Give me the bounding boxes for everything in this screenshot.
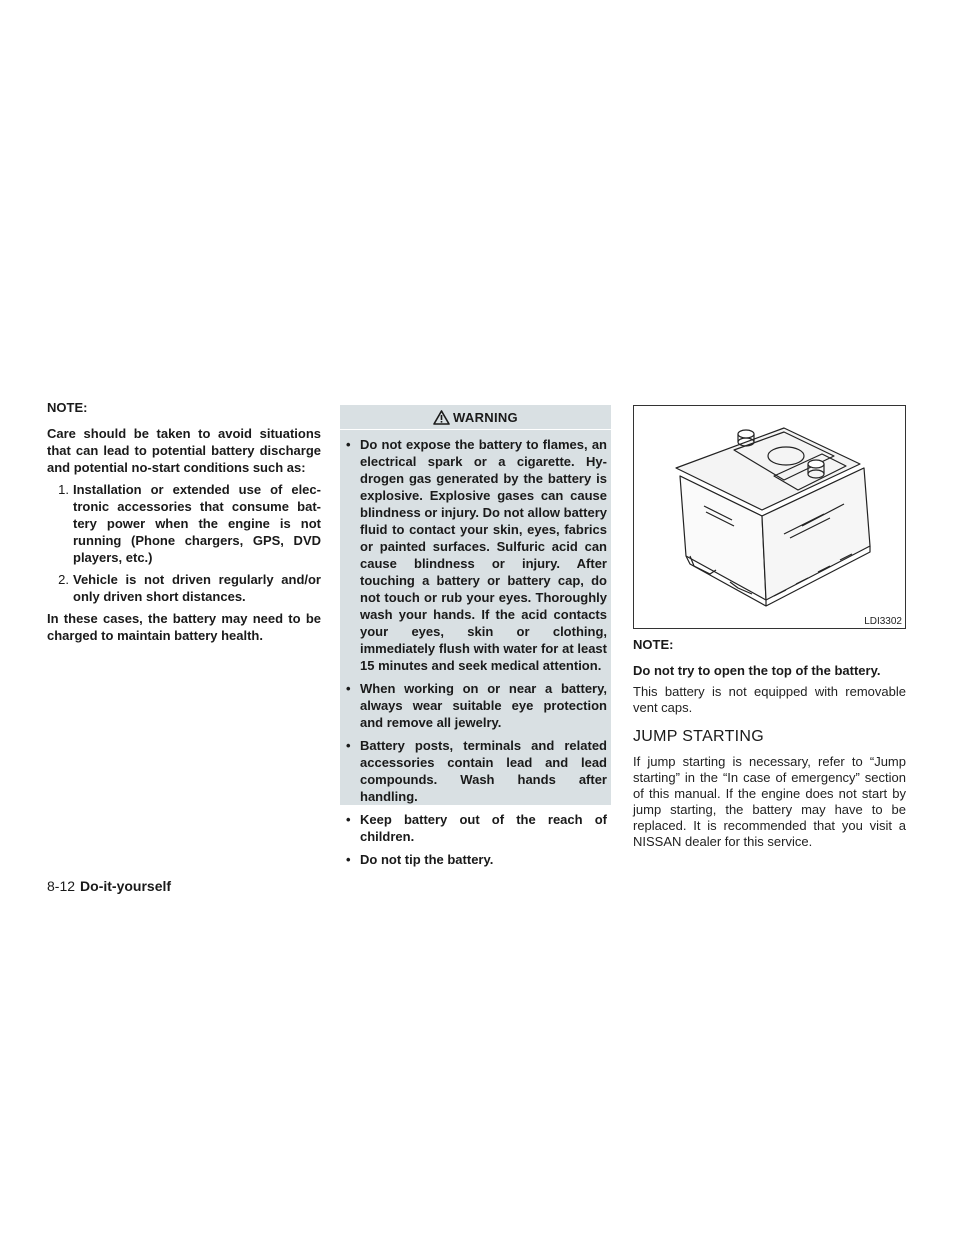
list-text: Installation or extended use of electronic accessories that consume battery power when the engine is not running (Phone chargers, GPS, DVD players, etc.) (73, 482, 321, 565)
list-number: 1. (58, 482, 69, 497)
warning-bullet-text: Keep battery out of the reach of children. (360, 812, 607, 844)
intro-paragraph: Care should be taken to avoid situations that can lead to potential battery discharge and potential no-start conditions such as: (47, 426, 321, 475)
list-item (47, 571, 321, 605)
section-title: JUMP STARTING (633, 728, 765, 745)
jump-text: If jump starting is necessary, refer to “Jump starting” in the “In case of emergency” section of this manual. If the engine does not start by jump starting, the battery may have to be replaced. It is recommended that you visit a NISSAN dealer for this service. (633, 754, 906, 849)
warning-bullet: • Battery posts, terminals and related accessories contain lead and lead compounds. Wash hands after handling. (346, 738, 607, 804)
warning-bullet-text: Battery posts, terminals and related accessories contain lead and lead compounds. Wash hands after handling. (360, 738, 607, 804)
warning-bullet-text: Do not expose the battery to flames, an electrical spark or a cigarette. Hydrogen gas generated by the battery is explosive. Explosive gases can cause blindness or injury. Do not allow battery fluid to contact your skin, eyes, fabrics or painted surfaces. Sulfuric acid can cause blindness or injury. After touching a battery or battery cap, do not touch or rub your eyes. Thoroughly wash your hands. If the acid contacts your eyes, skin or clothing, immediately flush with water for at least 15 minutes and seek medical attention. (360, 437, 607, 673)
warning-bullet-text: When working on or near a battery, always wear suitable eye protection and remove all jewelry. (360, 681, 607, 730)
closing-paragraph: In these cases, the battery may need to be charged to maintain battery health. (47, 611, 321, 643)
list-item (47, 481, 321, 566)
warning-box (340, 405, 611, 867)
battery-figure (633, 405, 906, 629)
list-text: Vehicle is not driven regularly and/or only driven short distances. (73, 572, 321, 604)
list-number: 2. (58, 572, 69, 587)
warning-bullet: • Do not expose the battery to flames, an electrical spark or a cigarette. Hydrogen gas generated by the battery is explosive. Explosive gases can cause blindness or injury. Do not allow battery fluid to contact your skin, eyes, fabrics or painted surfaces. Sulfuric acid can cause blindness or injury. After touching a battery or battery cap, do not touch or rub your eyes. Thoroughly wash your hands. If the acid contacts your eyes, skin or clothing, immediately flush with water for at least 15 minutes and seek medical attention. (346, 437, 607, 673)
left-column (47, 400, 321, 649)
section-name: Do-it-yourself (80, 878, 172, 894)
warning-header (340, 405, 611, 430)
note-bold: Do not try to open the top of the battery. (633, 663, 881, 678)
warning-bullet: • When working on or near a battery, always wear suitable eye protection and remove all jewelry. (346, 681, 607, 730)
note-text: This battery is not equipped with removable vent caps. (633, 684, 906, 715)
note-label: NOTE: (47, 400, 88, 415)
warning-bullet-text: Do not tip the battery. (360, 852, 494, 867)
note-label-2: NOTE: (633, 637, 674, 652)
warning-bullet: • Keep battery out of the reach of children. (346, 812, 607, 844)
figure-code: LDI3302 (864, 616, 902, 627)
warning-column (340, 405, 611, 867)
right-column (633, 405, 906, 857)
page-footer (47, 878, 171, 894)
battery-illustration (634, 406, 905, 628)
warning-title: WARNING (453, 409, 518, 425)
page-number: 8-12 (47, 878, 76, 894)
warning-bullet: • Do not tip the battery. (340, 851, 611, 868)
warning-triangle-icon (433, 410, 450, 425)
